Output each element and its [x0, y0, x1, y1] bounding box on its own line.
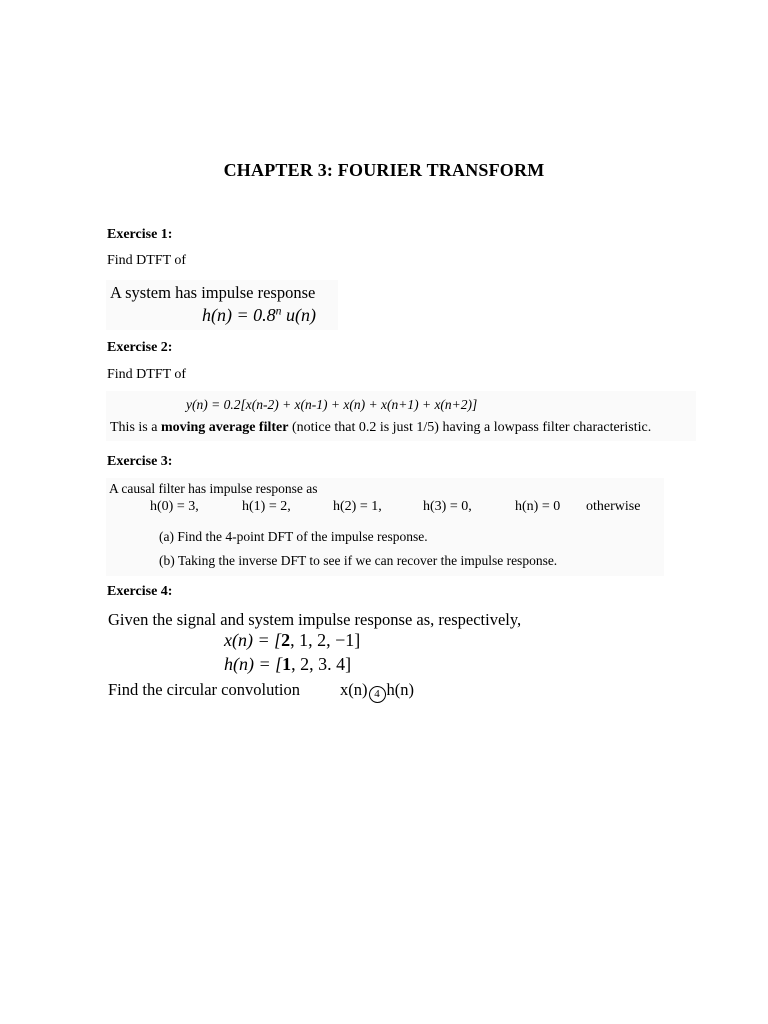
page-title: CHAPTER 3: FOURIER TRANSFORM [223, 160, 545, 180]
circular-convolution-operator-icon: 4 [369, 686, 386, 703]
h2-value: h(2) = 1, [333, 499, 382, 514]
exercise-1-heading: Exercise 1: [107, 227, 173, 242]
eq1-rhs: u(n) [281, 305, 316, 325]
exercise-3-part-b: (b) Taking the inverse DFT to see if we can recover the impulse response. [159, 553, 558, 568]
exercise-3-figure [106, 478, 664, 576]
exercise-4-intro: Given the signal and system impulse response as, respectively, [108, 610, 522, 629]
exercise-2-note: This is a moving average filter (notice that 0.2 is just 1/5) having a lowpass filter characteristic. [110, 420, 652, 435]
circular-convolution-expression: x(n) 4 h(n) [340, 680, 414, 703]
exercise-4-conv-text: Find the circular convolution [108, 680, 300, 699]
exercise-2-equation: y(n) = 0.2[x(n-2) + x(n-1) + x(n) + x(n+1) + x(n+2)] [186, 397, 478, 412]
moving-average-filter-term: moving average filter [160, 420, 289, 435]
eq1-lhs: h(n) = 0.8 [202, 305, 276, 325]
otherwise-label: otherwise [586, 499, 641, 514]
exercise-4-x-sequence: x(n) = [2, 1, 2, −1] [224, 630, 361, 650]
exercise-4-heading: Exercise 4: [107, 584, 173, 599]
exercise-2-prompt: Find DTFT of [107, 367, 187, 382]
exercise-1-system-text: A system has impulse response [110, 283, 316, 302]
h3-value: h(3) = 0, [423, 499, 472, 514]
x-origin-sample: 2 [281, 630, 291, 650]
exercise-1-equation [202, 305, 316, 326]
hn-value: h(n) = 0 [515, 499, 561, 514]
h-origin-sample: 1 [282, 654, 292, 674]
exercise-3-part-a: (a) Find the 4-point DFT of the impulse response. [159, 529, 428, 544]
exercise-3-intro: A causal filter has impulse response as [109, 481, 318, 496]
eq1-exponent: n [275, 304, 282, 318]
h0-value: h(0) = 3, [150, 499, 199, 514]
exercise-4-figure [106, 607, 548, 703]
exercise-1-prompt: Find DTFT of [107, 253, 187, 268]
exercise-4-h-sequence: h(n) = [1, 2, 3. 4] [224, 654, 352, 674]
exercise-3-heading: Exercise 3: [107, 454, 173, 469]
h1-value: h(1) = 2, [242, 499, 291, 514]
exercise-1-figure [106, 280, 338, 330]
exercise-2-heading: Exercise 2: [107, 340, 173, 355]
exercise-2-figure [106, 391, 696, 441]
